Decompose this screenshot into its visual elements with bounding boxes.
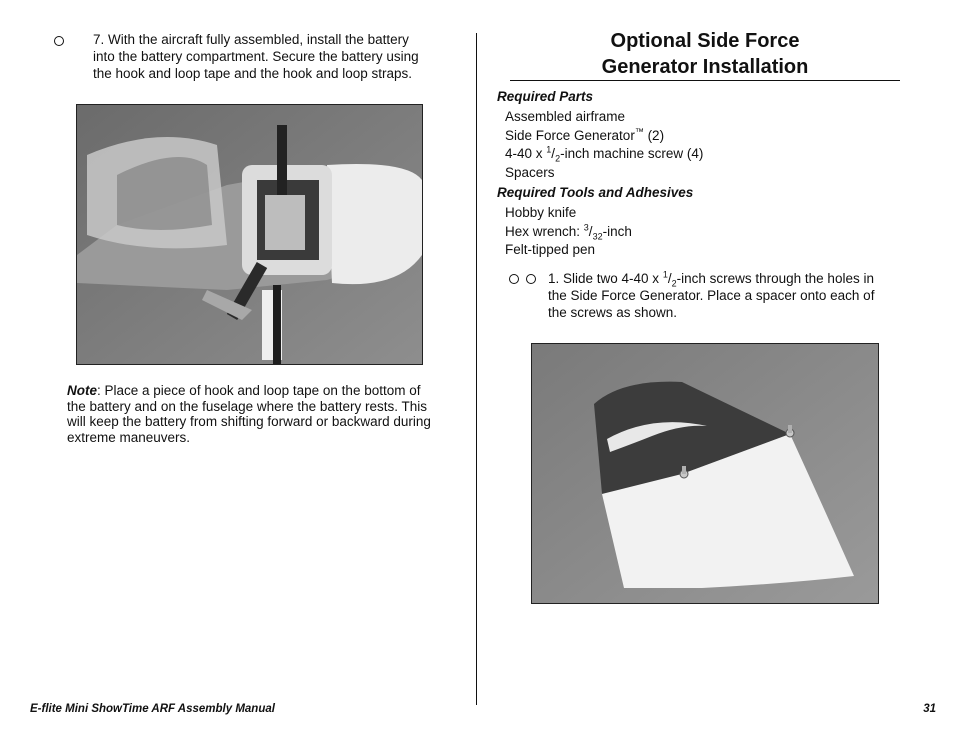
page-number: 31 [923, 703, 936, 715]
fraction-slash: / [667, 271, 672, 286]
part-item: Spacers [505, 164, 555, 180]
required-parts-heading: Required Parts [497, 89, 594, 104]
tool-item: Felt-tipped pen [505, 242, 596, 257]
step-1-line-3: the screws as shown. [548, 305, 678, 320]
step-7-line-1: 7. With the aircraft fully assembled, install the battery [93, 32, 409, 47]
part-item: Assembled airframe [505, 109, 626, 124]
section-title [510, 28, 900, 80]
step-7-line-3: the hook and loop tape and the hook and loop straps. [93, 66, 412, 81]
step-1-line-1 [548, 270, 898, 287]
column-divider [476, 33, 477, 705]
part-item [505, 127, 885, 146]
step-text: 1. Slide two 4-40 x [548, 271, 663, 286]
fraction-slash: / [551, 146, 556, 161]
part-text: -inch machine screw (4) [560, 146, 704, 161]
step-1-line-2: the Side Force Generator. Place a spacer onto each of [548, 288, 875, 303]
step-7-line-2: into the battery compartment. Secure the battery using [93, 49, 419, 64]
footer-manual-title: E-flite Mini ShowTime ARF Assembly Manual [30, 703, 275, 715]
fraction-numerator: 3 [583, 222, 589, 232]
required-tools-list [505, 204, 885, 260]
fraction-numerator: 1 [546, 144, 552, 155]
required-tools-heading: Required Tools and Adhesives [497, 185, 694, 200]
note-paragraph [67, 383, 433, 445]
required-parts-list [505, 108, 885, 182]
fraction-denominator: 2 [671, 278, 677, 289]
part-text: 4-40 x [505, 146, 547, 161]
tool-text: -inch [602, 223, 632, 239]
battery-compartment-photo [76, 104, 423, 365]
fraction-denominator: 2 [555, 153, 561, 164]
fraction-slash: / [588, 223, 593, 239]
step-text: -inch screws through the holes in [676, 271, 874, 286]
tool-text: Hex wrench: [505, 223, 584, 239]
side-force-generator-photo [531, 343, 879, 604]
title-rule [510, 80, 900, 81]
step-7-text [93, 31, 453, 82]
step-checkbox-icon[interactable] [526, 274, 536, 284]
section-title-line-1: Optional Side Force [610, 30, 800, 52]
fraction-numerator: 1 [662, 269, 668, 280]
part-name: Side Force Generator [505, 127, 635, 143]
fraction-denominator: 32 [592, 231, 603, 242]
battery-compartment-illustration [77, 105, 423, 365]
tool-item: Hobby knife [505, 205, 577, 220]
note-label: Note [67, 383, 97, 398]
step-checkbox-icon[interactable] [509, 274, 519, 284]
trademark-symbol: ™ [634, 126, 644, 136]
part-item [505, 145, 885, 164]
side-force-generator-illustration [532, 344, 879, 604]
tool-item [505, 223, 885, 242]
note-text: : Place a piece of hook and loop tape on the bottom of the battery and on the fuselage where the battery rests. This will keep the battery from shifting forward or backward during extreme maneuvers. [67, 383, 431, 445]
section-title-line-2: Generator Installation [601, 56, 809, 78]
step-checkbox-icon[interactable] [54, 36, 64, 46]
part-count: (2) [643, 127, 665, 143]
step-1-text [548, 270, 898, 321]
